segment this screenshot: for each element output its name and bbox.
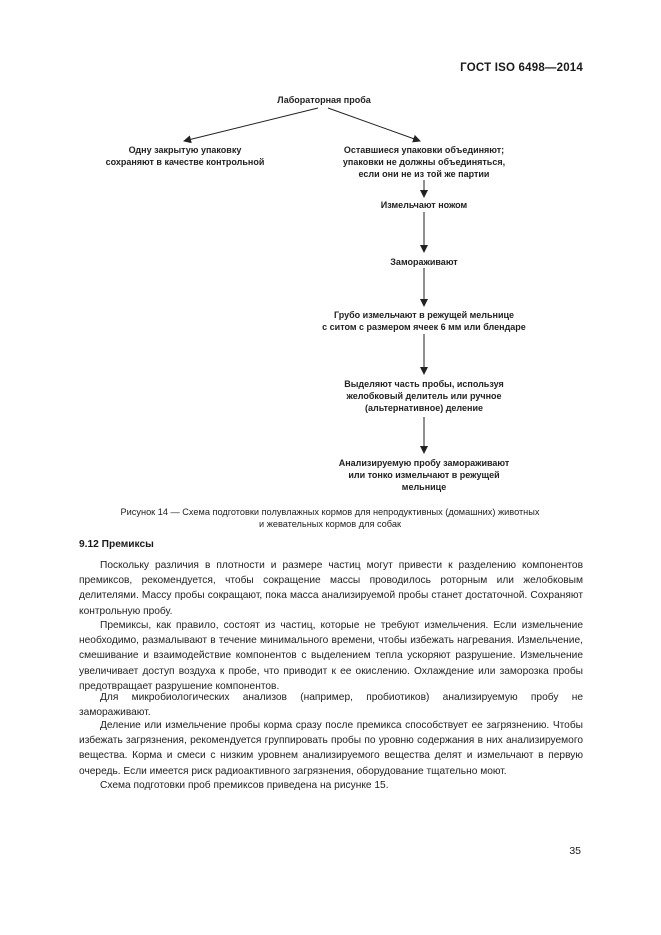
arrow-to-left-branch (184, 108, 318, 141)
node-coarse-grind: Грубо измельчают в режущей мельнице с ситом с размером ячеек 6 мм или блендаре (322, 310, 526, 332)
paragraph-3: Для микробиологических анализов (например, пробиотиков) анализируемую пробу не замораживают. (79, 692, 583, 719)
node-combine-packages: Оставшиеся упаковки объединяют; упаковки не должны объединяться, если они не из той же партии (342, 145, 506, 179)
node-cut-with-knife: Измельчают ножом (380, 200, 468, 210)
node-divide-sample: Выделяют часть пробы, используя желобковый делитель или ручное (альтернативное) деление (344, 379, 504, 413)
paragraph-2: Премиксы, как правило, состоят из частиц, которые не требуют измельчения. Если измельчение необходимо, размалывают в течение минимального времени, чтобы избежать нагревания. Измельчение, смешивание и взаимодействие компонентов с выделением тепла ускоряют разрушение. Измельчение увеличивает доступ воздуха к пробе, что приводит к ее окислению. Охлаждение или заморозка пробы предотвращает разрушение компонентов. (79, 620, 583, 692)
node-control-package: Одну закрытую упаковку сохраняют в качестве контрольной (105, 145, 265, 167)
figure-caption: Рисунок 14 — Схема подготовки полувлажных кормов для непродуктивных (домашних) животных и жевательных кормов для собак (120, 507, 540, 529)
node-freeze: Замораживают (390, 257, 458, 267)
node-freeze-or-fine-grind: Анализируемую пробу замораживают или тонко измельчают в режущей мельнице (338, 458, 510, 492)
node-laboratory-sample: Лабораторная проба (277, 95, 371, 105)
paragraph-1: Поскольку различия в плотности и размере частиц могут привести к разделению компонентов премиксов, рекомендуется, чтобы сокращение массы проводилось роторным или желобковым делителями. Массу пробы сокращают, пока масса анализируемой пробы станет достаточной. Сохраняют контрольную пробу. (79, 560, 583, 617)
arrow-to-right-branch (328, 108, 420, 141)
section-heading: 9.12 Премиксы (79, 539, 154, 550)
paragraph-5: Схема подготовки проб премиксов приведена на рисунке 15. (100, 780, 389, 791)
paragraph-4: Деление или измельчение пробы корма сразу после премикса способствует ее загрязнению. Чтобы избежать загрязнения, рекомендуется группировать пробы по уровню содержания в них анализируемого вещества. Корма и смеси с низким уровнем анализируемого вещества делят и измельчают в первую очередь. Если имеется риск радиоактивного загрязнения, оборудование тщательно моют. (79, 720, 583, 777)
page-number: 35 (569, 845, 581, 857)
document-code-header: ГОСТ ISO 6498—2014 (460, 62, 583, 74)
